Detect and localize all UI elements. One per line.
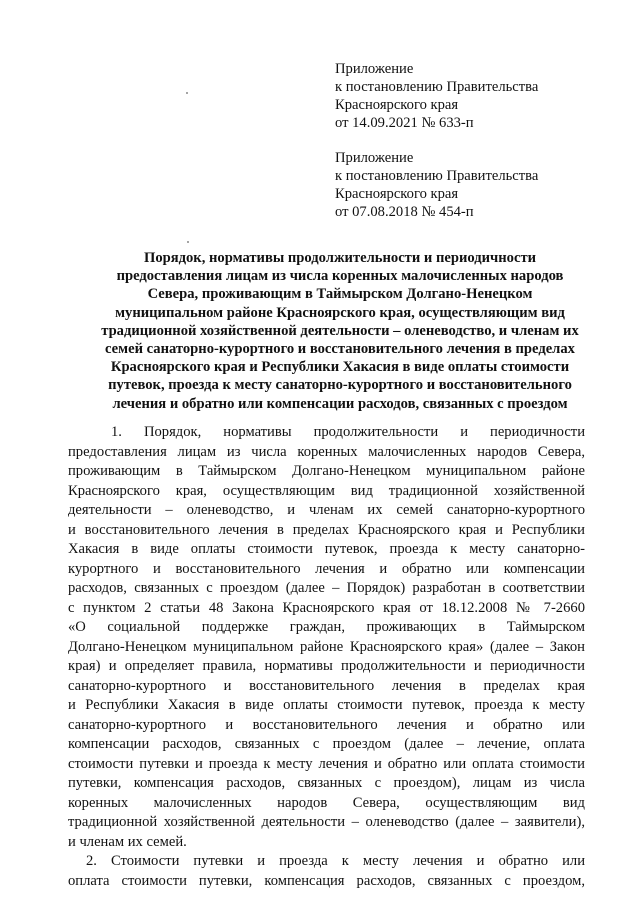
body-line: и Республики Хакасия в виде оплаты стоимости путевок, проезда к месту (68, 697, 585, 713)
body-line: расходов, связанных с проездом (далее – Порядок) разработан в соответствии (68, 580, 585, 596)
title-line: традиционной хозяйственной деятельности – оленеводство, и членам их (101, 322, 579, 339)
body-line: предоставления лицам из числа коренных малочисленных народов Севера, (68, 443, 585, 460)
body-line: оплата стоимости путевки, компенсация расходов, связанных с проездом, (68, 872, 585, 889)
body-line: традиционной хозяйственной деятельности – оленеводство (далее – заявители), (68, 814, 585, 830)
document-title (60, 249, 620, 413)
appendix-line: Красноярского края (335, 97, 459, 113)
title-line: лечения и обратно или компенсации расходов, связанных с проездом (112, 395, 568, 412)
paragraph-2 (68, 852, 585, 891)
body-line: санаторно-курортного и восстановительного лечения и обратно или (68, 716, 585, 733)
appendix-header-current (335, 60, 538, 132)
body-line: Долгано-Ненецком муниципальном районе Красноярского края» (далее – Закон (68, 638, 585, 655)
paragraph-1 (68, 423, 585, 852)
scan-speck (187, 241, 189, 243)
body-line: Красноярского края, осуществляющим вид традиционной хозяйственной (68, 482, 585, 499)
appendix-line: Приложение (335, 150, 414, 166)
body-line: и членам их семей. (68, 833, 187, 850)
appendix-line: Приложение (335, 61, 414, 77)
title-line: муниципальном районе Красноярского края, осуществляющим вид (115, 304, 565, 321)
body-line: компенсации расходов, связанных с проездом (далее – лечение, оплата (68, 736, 585, 752)
title-line: Севера, проживающим в Таймырском Долгано-Ненецком (147, 286, 533, 303)
body-line: 2. Стоимости путевки и проезда к месту лечения и обратно или (86, 853, 585, 869)
appendix-header-original (335, 149, 538, 221)
title-line: семей санаторно-курортного и восстановительного лечения в пределах (105, 341, 575, 358)
body-line: и восстановительного лечения в пределах Красноярского края и Республики (68, 521, 585, 538)
appendix-line: от 14.09.2021 № 633-п (335, 115, 474, 131)
title-line: путевок, проезда к месту санаторно-курортного и восстановительного (108, 377, 572, 394)
title-line: Красноярского края и Республики Хакасия в виде оплаты стоимости (110, 359, 570, 376)
body-line: стоимости путевки и проезда к месту лечения и обратно или оплата стоимости (68, 755, 585, 772)
body-line: «О социальной поддержке граждан, проживающих в Таймырском (68, 619, 585, 635)
title-line: предоставления лицам из числа коренных малочисленных народов (116, 268, 564, 285)
body-line: коренных малочисленных народов Севера, осуществляющим вид (68, 794, 585, 811)
body-line: проживающим в Таймырском Долгано-Ненецком муниципальном районе (68, 463, 585, 479)
appendix-line: к постановлению Правительства (335, 168, 539, 184)
document-body (68, 423, 585, 891)
body-line: курортного и восстановительного лечения и обратно или компенсации (68, 560, 585, 577)
appendix-line: от 07.08.2018 № 454-п (335, 204, 474, 220)
body-line: Хакасия в виде оплаты стоимости путевок, проезда к месту санаторно- (68, 541, 585, 557)
appendix-line: Красноярского края (335, 186, 459, 202)
scan-speck (186, 92, 188, 94)
appendix-line: к постановлению Правительства (335, 79, 539, 95)
title-line: Порядок, нормативы продолжительности и периодичности (143, 250, 537, 266)
body-line: 1. Порядок, нормативы продолжительности и периодичности (111, 424, 585, 440)
body-line: санаторно-курортного и восстановительного лечения в пределах края (68, 677, 585, 694)
body-line: края) и определяет правила, нормативы продолжительности и периодичности (68, 658, 585, 674)
body-line: путевки, компенсация расходов, связанных с проездом), лицам из числа (68, 775, 585, 791)
body-line: с пунктом 2 статьи 48 Закона Красноярского края от 18.12.2008 № 7-2660 (68, 599, 585, 616)
body-line: деятельности – оленеводство, и членам их семей санаторно-курортного (68, 502, 585, 518)
